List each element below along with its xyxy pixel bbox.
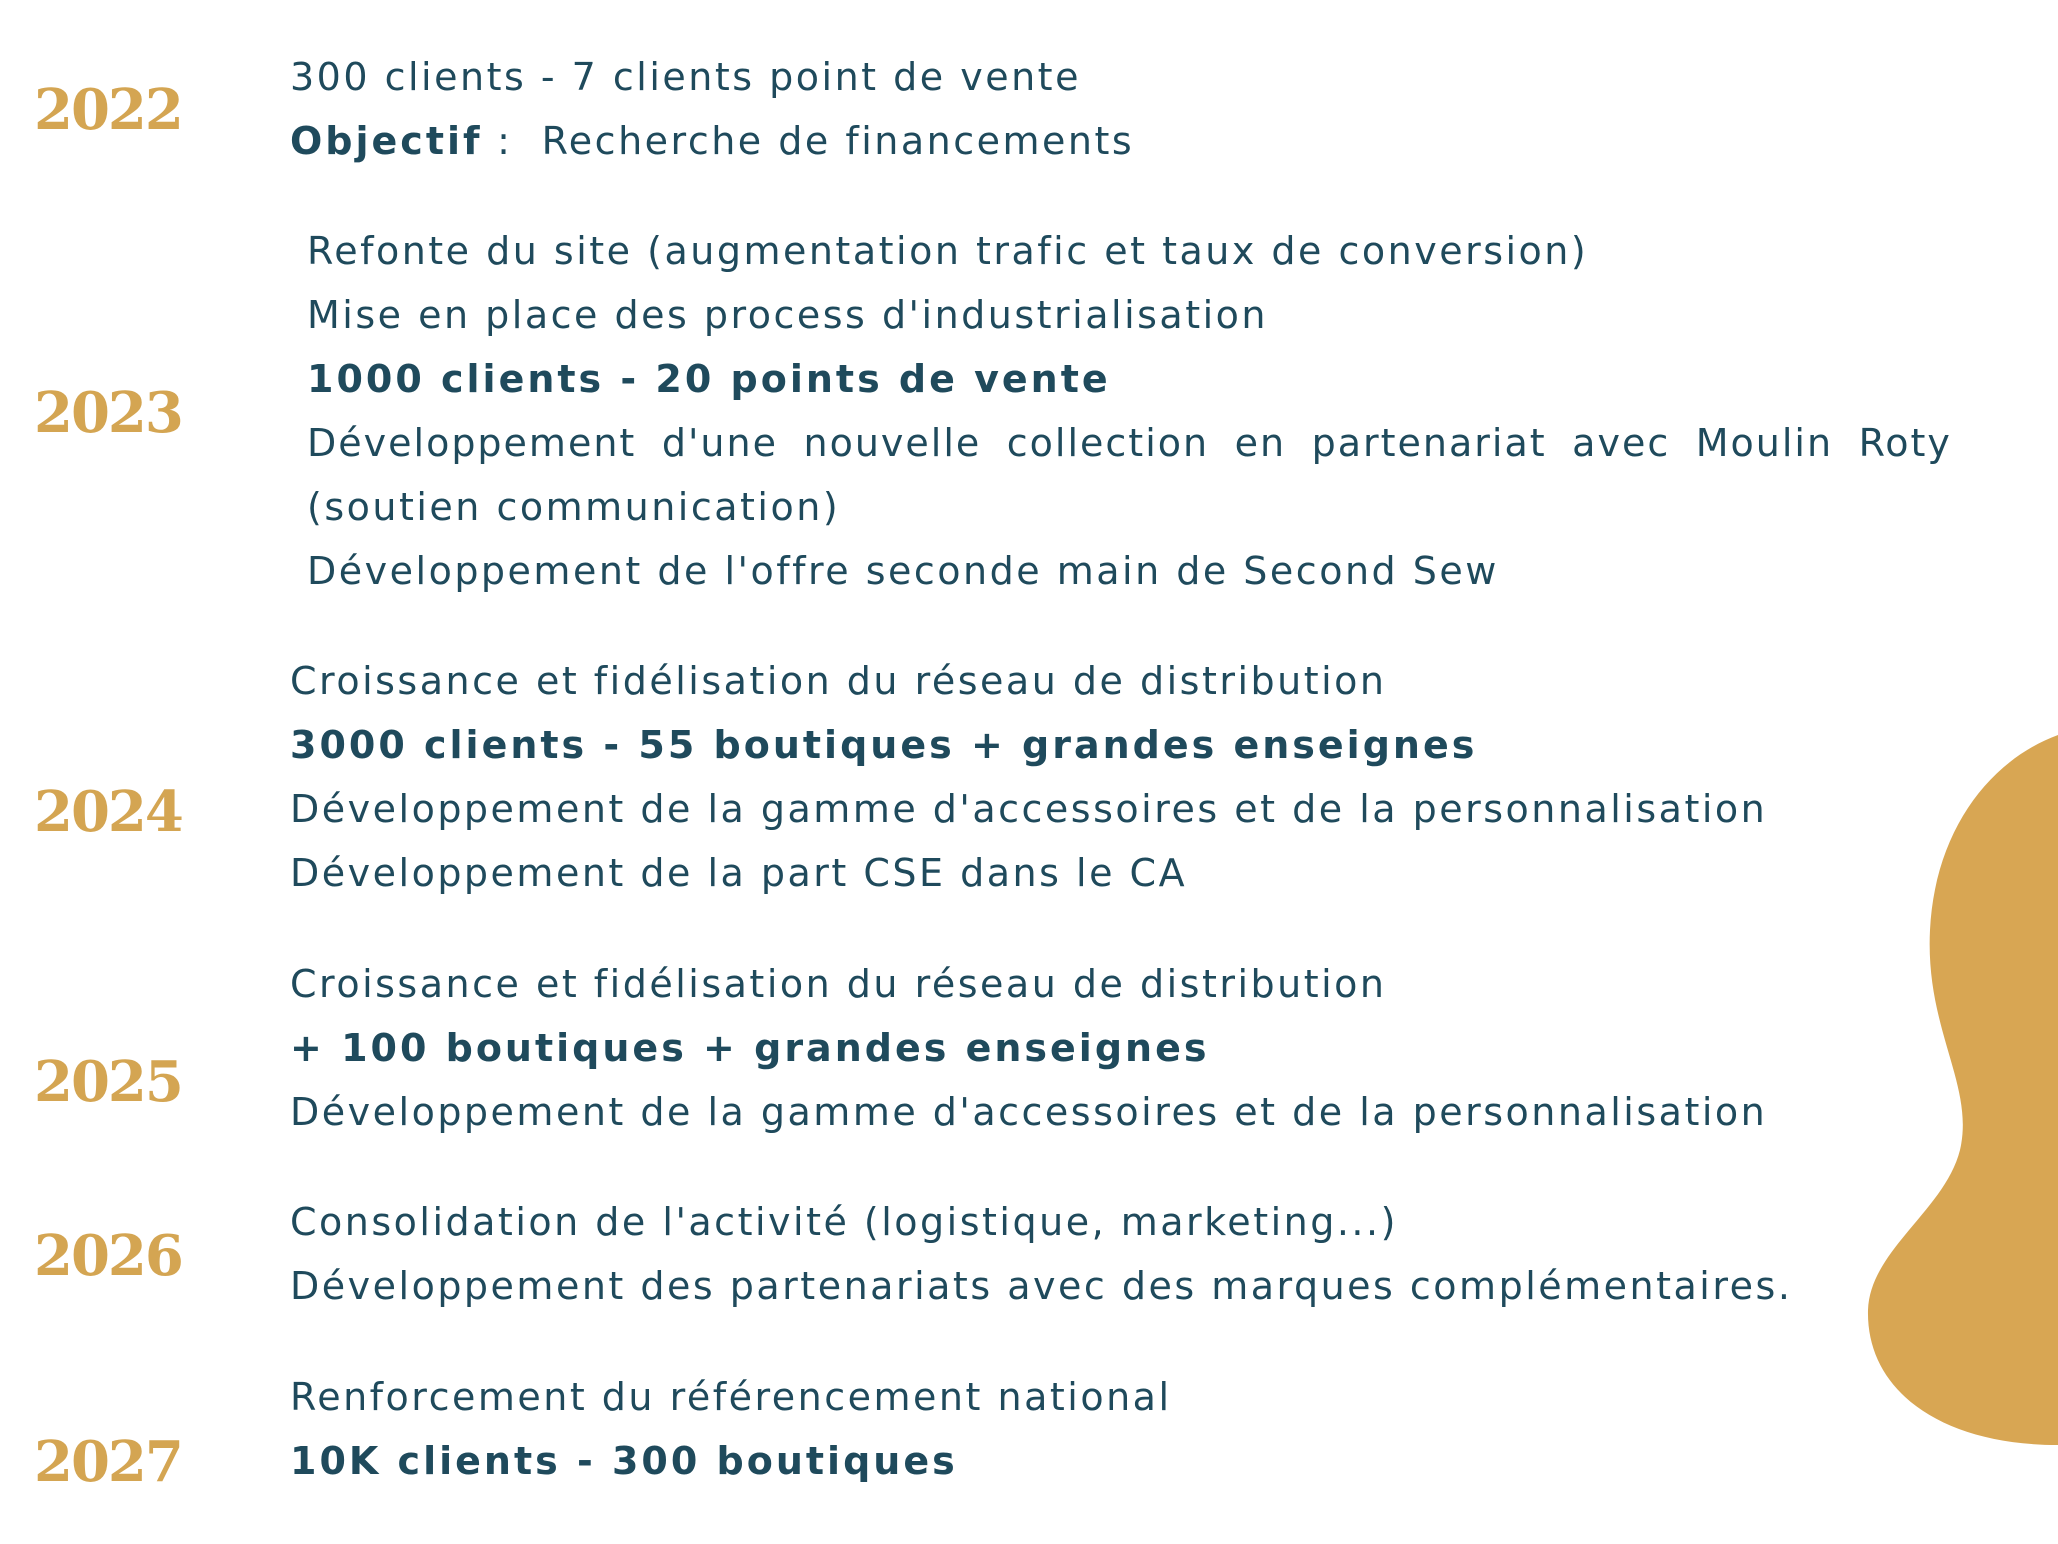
word: nouvelle (803, 421, 982, 465)
text-2027-line2: 10K clients - 300 boutiques (290, 1439, 958, 1483)
year-2027: 2027 (34, 1429, 182, 1495)
text-2024-line3: Développement de la gamme d'accessoires et de la personnalisation (290, 787, 1768, 831)
year-2025: 2025 (34, 1049, 182, 1115)
word: avec (1572, 421, 1671, 465)
year-2022: 2022 (34, 77, 182, 143)
objective-label: Objectif (290, 119, 483, 163)
text-2023-line6: Développement de l'offre seconde main de Second Sew (307, 549, 1499, 593)
text-2023-line1: Refonte du site (augmentation trafic et taux de conversion) (307, 229, 1589, 273)
text-2025-line1: Croissance et fidélisation du réseau de distribution (290, 962, 1387, 1006)
text-2024-line1: Croissance et fidélisation du réseau de distribution (290, 659, 1387, 703)
word: en (1234, 421, 1287, 465)
text-2022-line1: 300 clients - 7 clients point de vente (290, 55, 1081, 99)
word: partenariat (1311, 421, 1547, 465)
word: Moulin (1695, 421, 1834, 465)
objective-separator: : (482, 119, 542, 163)
text-2023-line2: Mise en place des process d'industrialisation (307, 293, 1269, 337)
text-2024-line2: 3000 clients - 55 boutiques + grandes enseignes (290, 723, 1478, 767)
text-2024-line4: Développement de la part CSE dans le CA (290, 851, 1188, 895)
text-2026-line1: Consolidation de l'activité (logistique, marketing...) (290, 1200, 1398, 1244)
year-2026: 2026 (34, 1223, 182, 1289)
objective-value: Recherche de financements (541, 119, 1135, 163)
text-2023-line5: (soutien communication) (307, 485, 841, 529)
word: Développement (307, 421, 637, 465)
word: collection (1006, 421, 1210, 465)
text-2025-line2: + 100 boutiques + grandes enseignes (290, 1026, 1210, 1070)
word: Roty (1858, 421, 1952, 465)
text-2023-line4 (307, 421, 1952, 465)
year-2024: 2024 (34, 779, 182, 845)
word: d'une (661, 421, 778, 465)
text-2026-line2: Développement des partenariats avec des marques complémentaires. (290, 1264, 1793, 1308)
text-2023-line3: 1000 clients - 20 points de vente (307, 357, 1111, 401)
text-2027-line1: Renforcement du référencement national (290, 1375, 1172, 1419)
text-2025-line3: Développement de la gamme d'accessoires et de la personnalisation (290, 1090, 1768, 1134)
year-2023: 2023 (34, 380, 182, 446)
text-2022-objective (290, 119, 1135, 163)
